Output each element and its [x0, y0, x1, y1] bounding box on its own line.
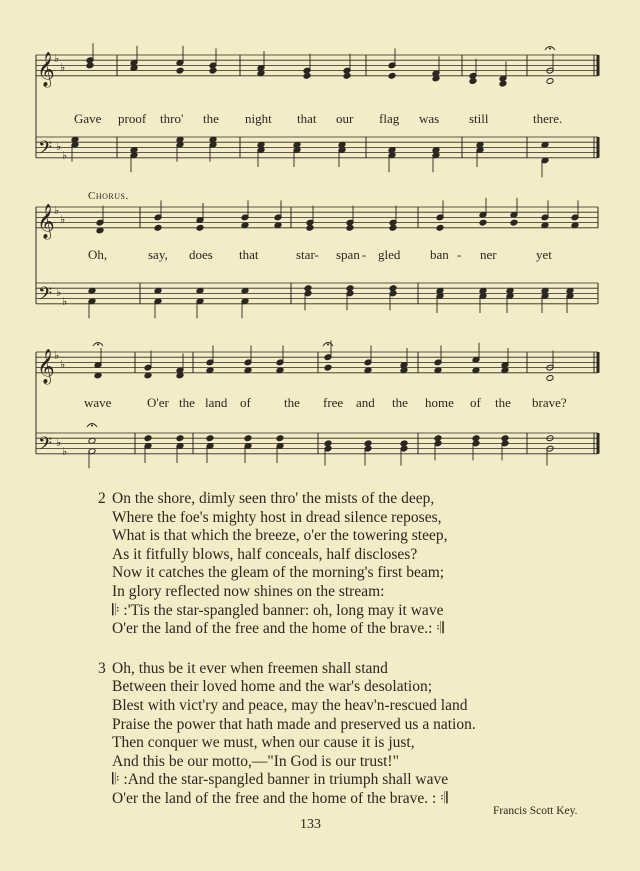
lyric-word: does	[189, 247, 213, 262]
verse-line: Between their loved home and the war's desolation;	[112, 678, 433, 696]
flat-sign: ♭	[54, 349, 60, 362]
flat-sign: ♭	[60, 358, 66, 371]
fermata-dot	[327, 344, 329, 346]
note-head	[389, 224, 397, 231]
page-number: 133	[300, 817, 321, 832]
lyric-word: the	[203, 111, 219, 126]
verse-line: O'er the land of the free and the home of the brave. : 𝄇	[112, 789, 448, 807]
verse-line: Where the foe's mighty host in dread silence reposes,	[112, 508, 442, 526]
fermata-dot	[97, 344, 99, 346]
verse-line: And this be our motto,—"In God is our trust!"	[112, 752, 399, 770]
lyric-word: free	[323, 395, 344, 410]
note-head	[546, 78, 554, 85]
flat-sign: ♭	[62, 445, 68, 458]
verse-line: Now it catches the gleam of the morning's first beam;	[112, 564, 445, 582]
verse-line: As it fitfully blows, half conceals, half discloses?	[112, 545, 418, 563]
note-head	[324, 364, 332, 371]
lyric-word: -	[457, 247, 462, 262]
flat-sign: ♭	[56, 436, 62, 449]
lyric-word: home	[425, 395, 454, 410]
lyric-word: of	[240, 395, 251, 410]
verse-line: What is that which the breeze, o'er the towering steep,	[112, 527, 448, 545]
lyric-word: of	[470, 395, 481, 410]
note-head	[206, 435, 214, 442]
lyric-word: and	[356, 395, 375, 410]
note-head	[209, 67, 217, 74]
note-head	[154, 224, 162, 231]
lyric-word: yet	[536, 247, 552, 262]
lyric-word: still	[469, 111, 489, 126]
verse-line: Blest with vict'ry and peace, may the heav'n-rescued land	[112, 696, 468, 714]
note-head	[303, 72, 311, 79]
note-head	[388, 72, 396, 79]
verse-line: O'er the land of the free and the home of the brave.: 𝄇	[112, 620, 444, 638]
lyric-word: Gave	[74, 111, 102, 126]
bass-clef: 𝄢	[38, 433, 53, 459]
verses-block	[98, 490, 582, 830]
note-head	[86, 62, 94, 69]
lyric-word: brave?	[532, 395, 567, 410]
note-head	[546, 375, 554, 382]
lyric-word: the	[179, 395, 195, 410]
flat-sign: ♭	[60, 213, 66, 226]
note-head	[196, 224, 204, 231]
lyric-word: the	[392, 395, 408, 410]
verse-number: 2	[98, 490, 106, 507]
note-head	[144, 435, 152, 442]
note-head	[244, 435, 252, 442]
lyric-word: flag	[379, 111, 400, 126]
note-head	[479, 219, 487, 226]
note-head	[469, 78, 477, 85]
note-head	[306, 224, 314, 231]
note-head	[436, 224, 444, 231]
verse-line: 𝄆 :'Tis the star-spangled banner: oh, long may it wave	[112, 601, 444, 619]
lyric-word: that	[297, 111, 317, 126]
lyric-word: thro'	[160, 111, 184, 126]
note-head	[343, 72, 351, 79]
treble-clef: 𝄞	[37, 348, 55, 384]
lyric-word: land	[205, 395, 228, 410]
flat-sign: ♭	[56, 140, 62, 153]
flat-sign: ♭	[62, 295, 68, 308]
lyric-word: gled	[378, 247, 401, 262]
verse-line: Then conquer we must, when our cause it is just,	[112, 734, 415, 752]
fermata-dot	[91, 425, 93, 427]
lyric-word: was	[419, 111, 440, 126]
lyric-word: O'er	[147, 395, 169, 410]
treble-clef: 𝄞	[37, 51, 55, 87]
note-head	[276, 435, 284, 442]
note-head	[346, 224, 354, 231]
note-head	[499, 80, 507, 87]
lyric-word: ban	[430, 247, 449, 262]
verse-line: In glory reflected now shines on the stream:	[112, 582, 385, 600]
flat-sign: ♭	[54, 204, 60, 217]
note-head	[510, 219, 518, 226]
note-head	[176, 67, 184, 74]
lyric-word: ner	[480, 247, 497, 262]
lyric-word: proof	[118, 111, 147, 126]
verse-3	[98, 659, 582, 809]
bass-clef: 𝄢	[38, 137, 53, 163]
lyric-word: there.	[533, 111, 563, 126]
lyric-word: night	[245, 111, 272, 126]
lyric-word: wave	[84, 395, 112, 410]
verse-line: 3 Oh, thus be it ever when freemen shall stand	[98, 659, 388, 677]
verse-line: 𝄆 :And the star-spangled banner in triumph shall wave	[112, 771, 449, 789]
flat-sign: ♭	[62, 149, 68, 162]
verse-line: Praise the power that hath made and preserved us a nation.	[112, 715, 476, 733]
verse-2	[98, 490, 582, 639]
verse-line: 2 On the shore, dimly seen thro' the mists of the deep,	[98, 490, 435, 507]
lyric-word: span	[336, 247, 360, 262]
lyric-word: our	[336, 111, 354, 126]
flat-sign: ♭	[54, 52, 60, 65]
lyric-word: the	[495, 395, 511, 410]
lyric-word: Oh,	[88, 247, 108, 262]
lyric-word: the	[284, 395, 300, 410]
note-head	[176, 435, 184, 442]
lyric-word: that	[239, 247, 259, 262]
lyric-word: star-	[296, 247, 319, 262]
lyric-word: say,	[148, 247, 168, 262]
lyric-word: -	[362, 247, 367, 262]
verse-number: 3	[98, 659, 106, 677]
bass-clef: 𝄢	[38, 283, 53, 309]
flat-sign: ♭	[56, 286, 62, 299]
author-credit: Francis Scott Key.	[493, 805, 578, 817]
treble-clef: 𝄞	[37, 203, 55, 239]
flat-sign: ♭	[60, 61, 66, 74]
chorus-label: Chorus.	[88, 190, 129, 202]
fermata-dot	[549, 48, 551, 50]
